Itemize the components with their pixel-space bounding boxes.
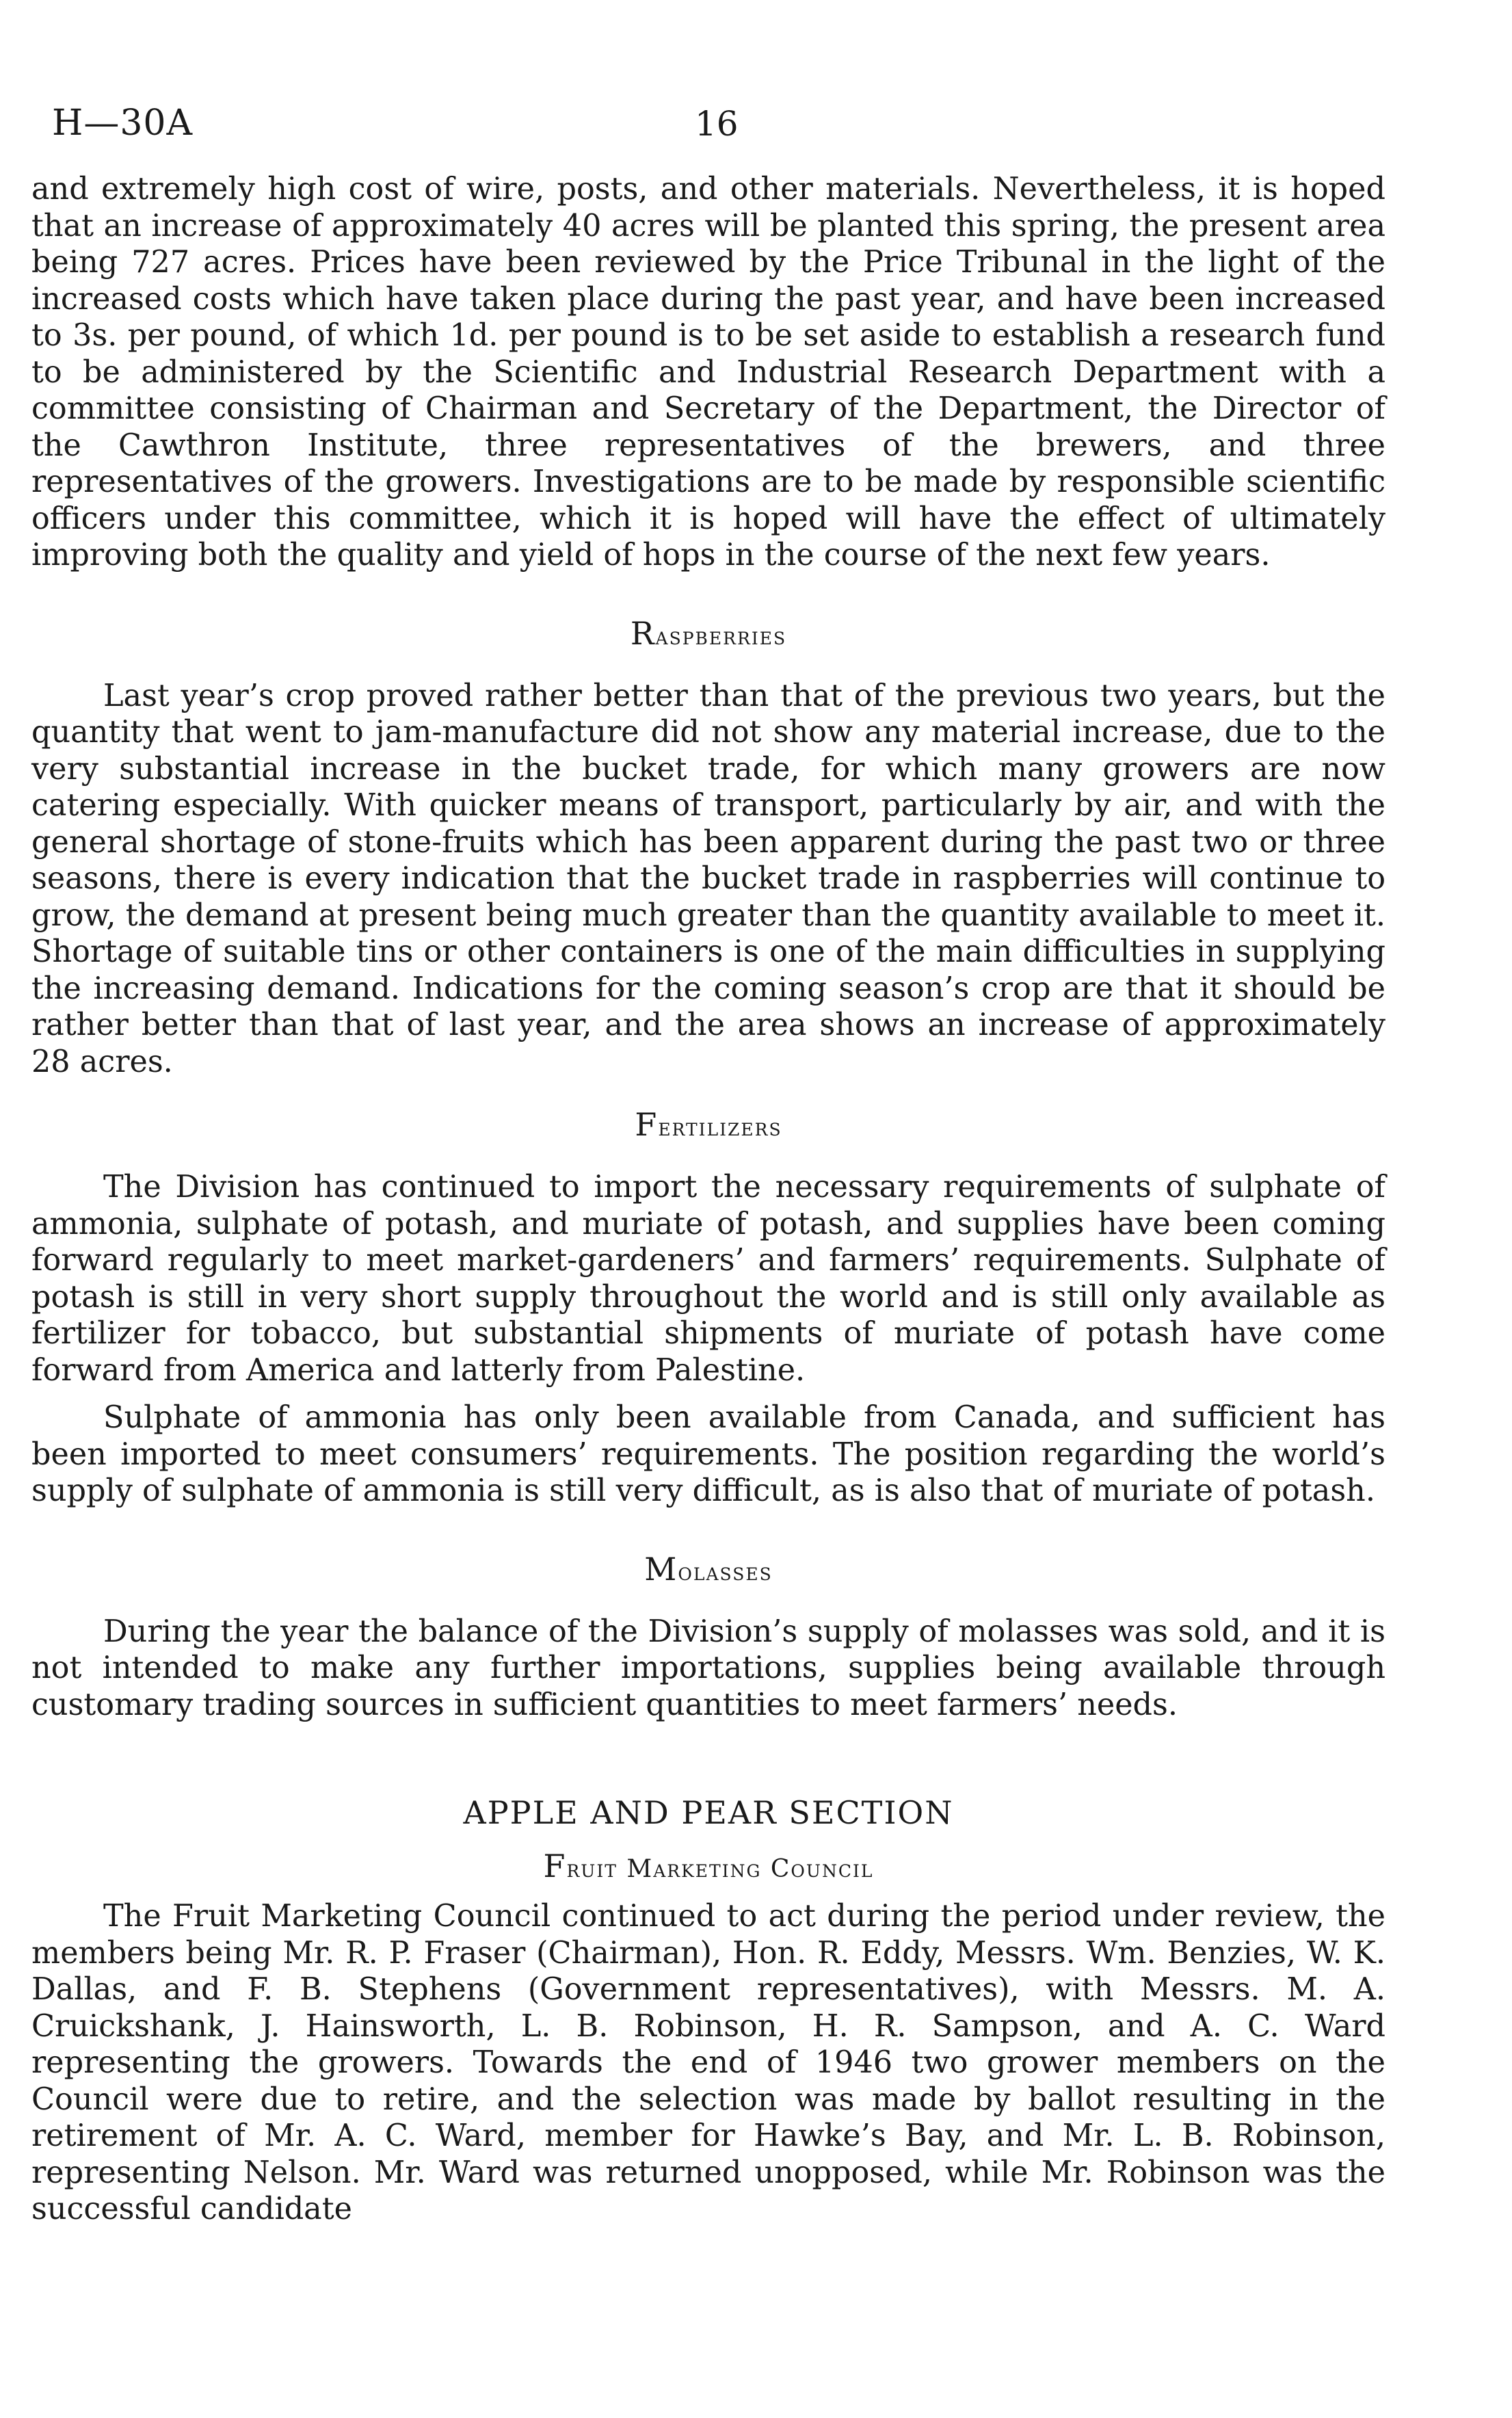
fertilizers-heading: Fertilizers — [635, 1106, 782, 1143]
raspberries-paragraph: Last year’s crop proved rather better than that of the previous two years, but the quantity that went to jam-manufacture did not show any material increase, due to the very substantial increase in the bucket trade, for which many growers are now catering especially. With quicker means of transport, particularly by air, and with the general shortage of stone-fruits which has been apparent during the past two or three seasons, there is every indication that the bucket trade in raspberries will continue to grow, the demand at present being much greater than the quantity available to meet it. Shortage of suitable tins or other containers is one of the main difficulties in supplying the increasing demand. Indications for the coming season’s crop are that it should be rather better than that of last year, and the area shows an increase of approximately 28 acres. — [31, 678, 1385, 1079]
fruit-marketing-council-heading: Fruit Marketing Council — [543, 1848, 874, 1884]
fertilizers-paragraph-1: The Division has continued to import the necessary requirements of sulphate of ammonia, sulphate of potash, and muriate of potash, and supplies have been coming forward regularly to meet market-gardeners’ and farmers’ requirements. Sulphate of potash is still in very short supply throughout the world and is still only available as fertilizer for tobacco, but substantial shipments of muriate of potash have come forward from America and latterly from Palestine. — [31, 1170, 1385, 1388]
document-page — [31, 0, 1385, 2228]
fertilizers-paragraph-2: Sulphate of ammonia has only been available from Canada, and sufficient has been imported to meet consumers’ requirements. The position regarding the world’s supply of sulphate of ammonia is still very difficult, as is also that of muriate of potash. — [31, 1400, 1385, 1508]
molasses-paragraph: During the year the balance of the Division’s supply of molasses was sold, and it is not intended to make any further importations, supplies being available through customary trading sources in sufficient quantities to meet farmers’ needs. — [31, 1614, 1385, 1722]
raspberries-heading: Raspberries — [630, 614, 787, 652]
document-id: H—30A — [52, 103, 194, 144]
apple-pear-section-heading: APPLE AND PEAR SECTION — [463, 1794, 954, 1831]
molasses-heading: Molasses — [644, 1550, 773, 1588]
page-number: 16 — [695, 104, 739, 144]
page-header — [31, 0, 1385, 171]
continued-paragraph: and extremely high cost of wire, posts, and other materials. Nevertheless, it is hoped that an increase of approximately 40 acres will be planted this spring, the present area being 727 acres. Prices have been reviewed by the Price Tribunal in the light of the increased costs which have taken place during the past year, and have been increased to 3s. per pound, of which 1d. per pound is to be set aside to establish a research fund to be administered by the Scientific and Industrial Research Department with a committee consisting of Chairman and Secretary of the Department, the Director of the Cawthron Institute, three representatives of the brewers, and three representatives of the growers. Investigations are to be made by responsible scientific officers under this committee, which it is hoped will have the effect of ultimately improving both the quality and yield of hops in the course of the next few years. — [31, 172, 1385, 573]
fruit-marketing-council-paragraph: The Fruit Marketing Council continued to act during the period under review, the members being Mr. R. P. Fraser (Chairman), Hon. R. Eddy, Messrs. Wm. Benzies, W. K. Dallas, and F. B. Stephens (Government representatives), with Messrs. M. A. Cruickshank, J. Hainsworth, L. B. Robinson, H. R. Sampson, and A. C. Ward representing the growers. Towards the end of 1946 two grower members on the Council were due to retire, and the selection was made by ballot resulting in the retirement of Mr. A. C. Ward, member for Hawke’s Bay, and Mr. L. B. Robinson, representing Nelson. Mr. Ward was returned unopposed, while Mr. Robinson was the successful candidate — [31, 1899, 1385, 2226]
